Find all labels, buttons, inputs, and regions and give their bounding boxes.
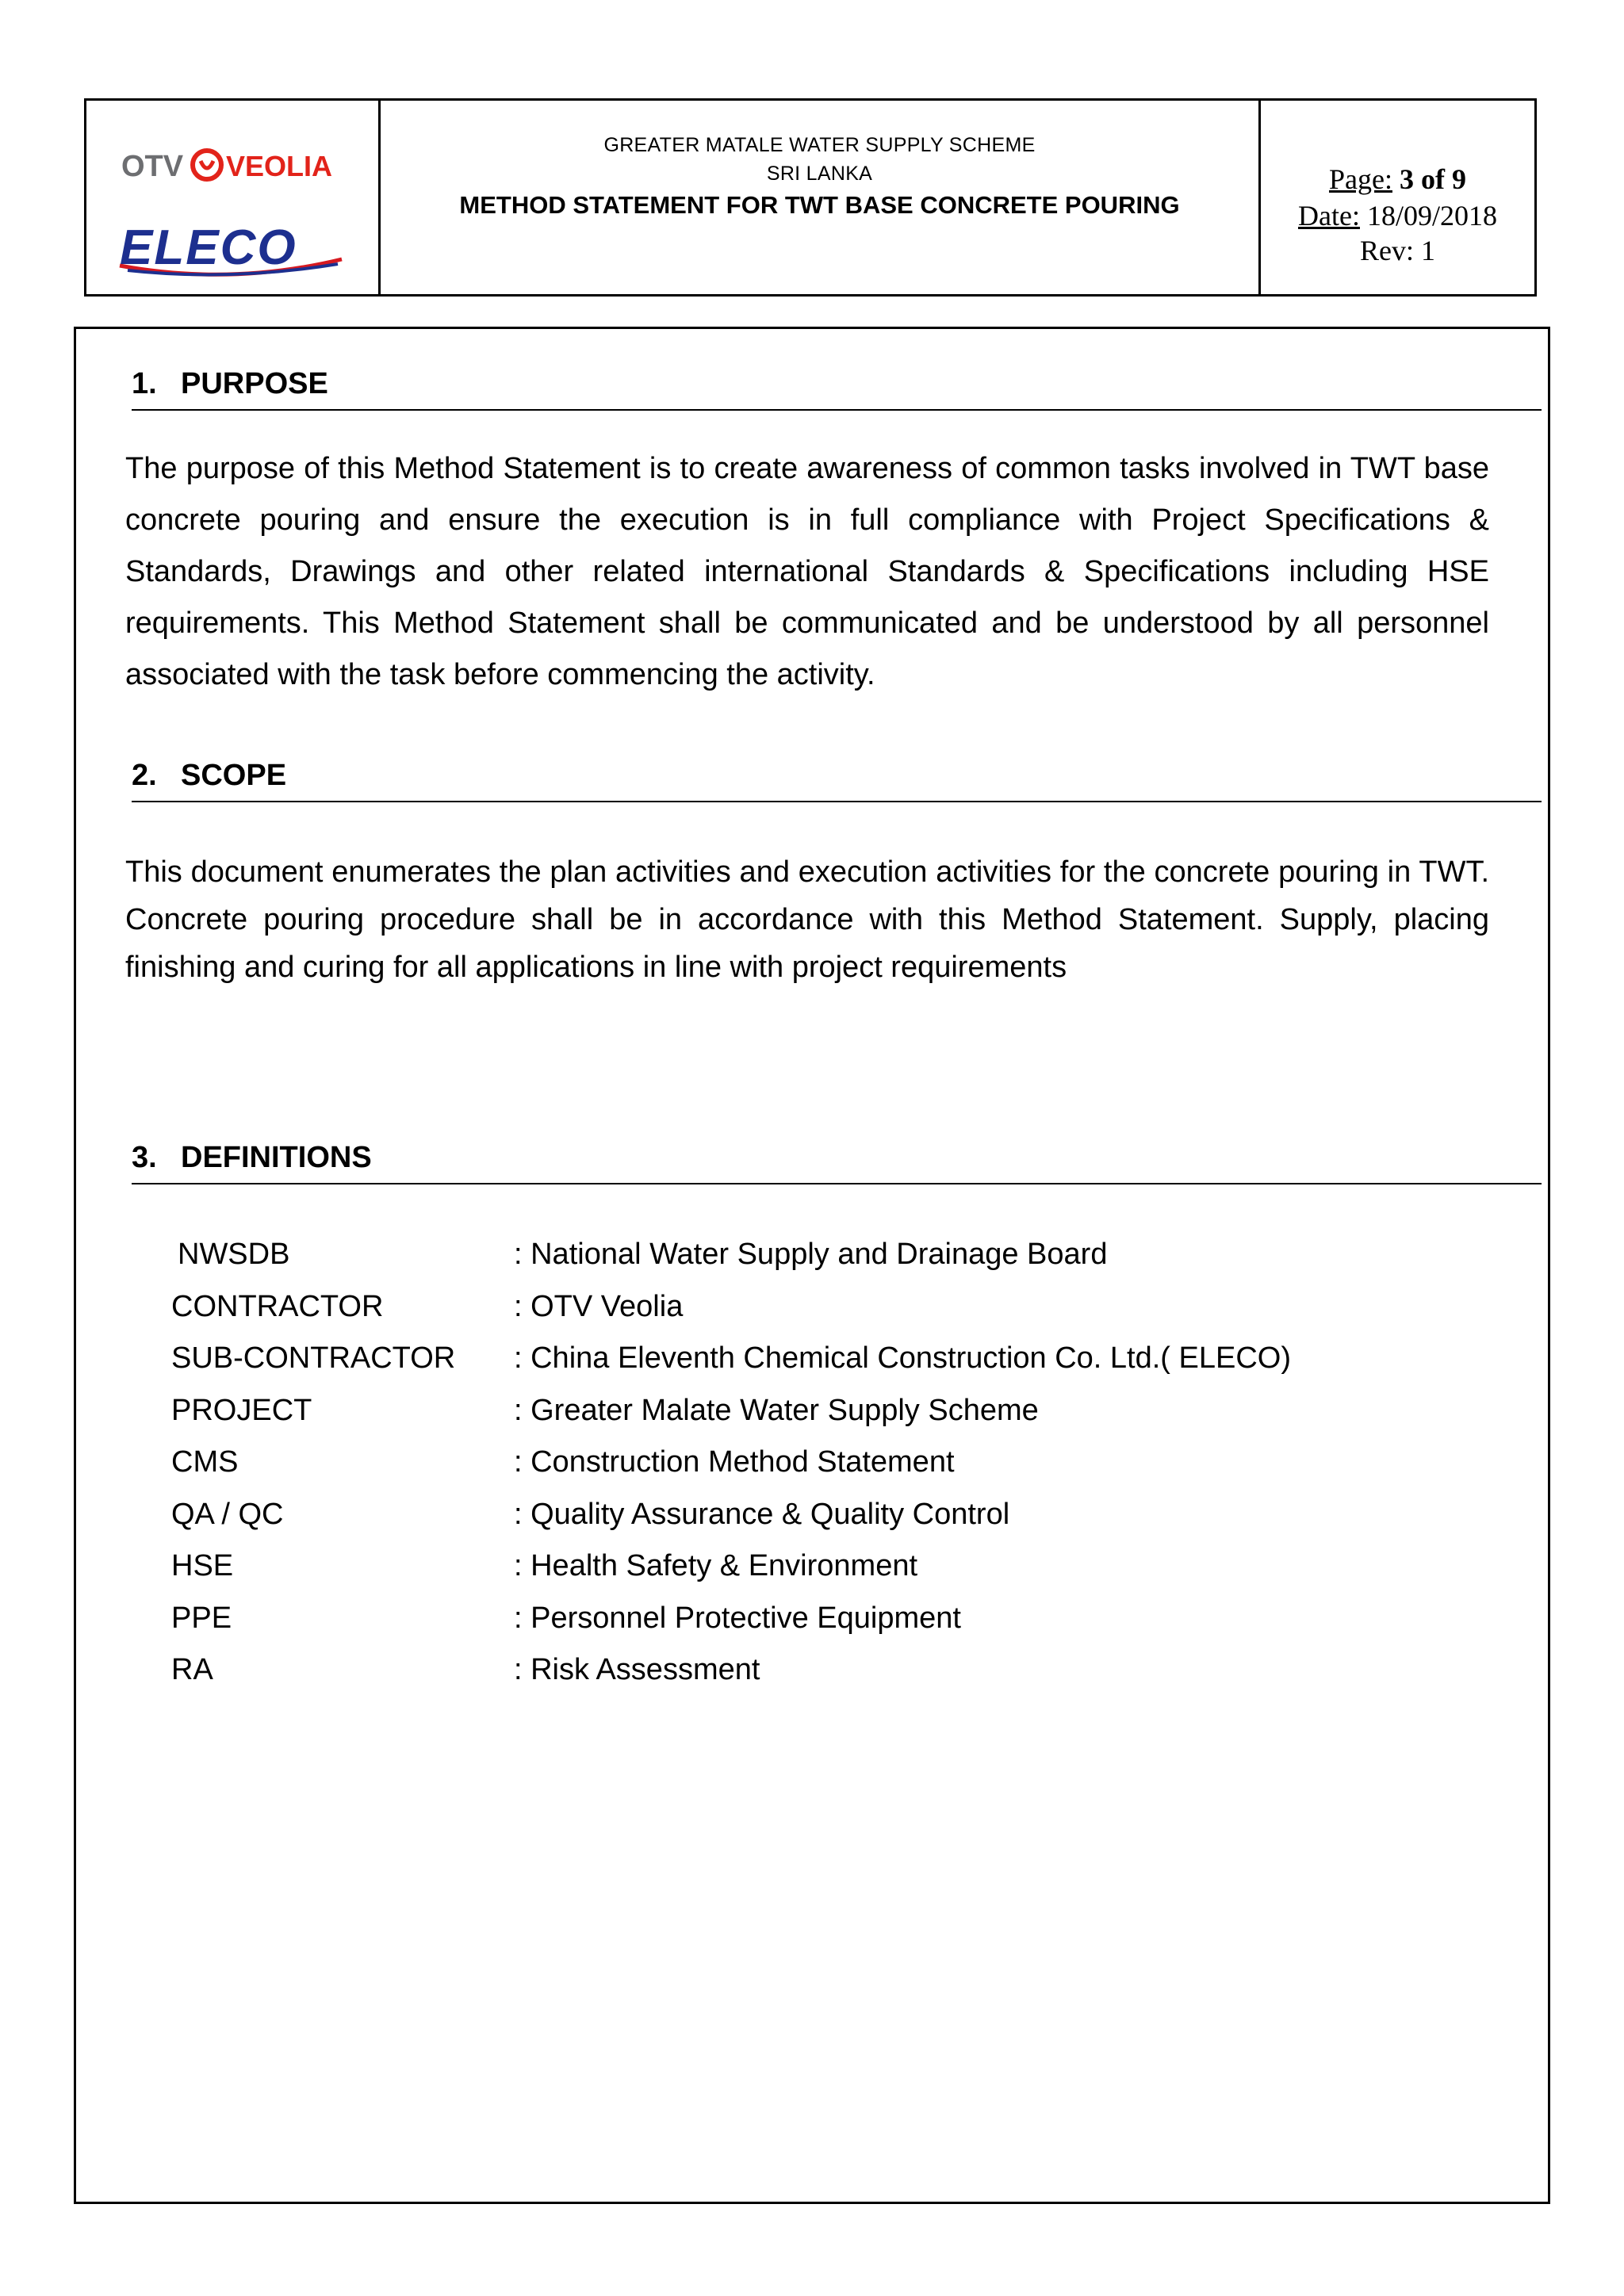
date-info [1261,199,1534,232]
date-label: Date: [1298,200,1360,232]
definition-term: HSE [171,1549,234,1583]
definition-meaning: : OTV Veolia [514,1289,684,1323]
document-info-cell [1261,101,1534,294]
page-label: Page: [1329,163,1392,195]
page-value: 3 of 9 [1399,163,1466,195]
definition-meaning: : Personnel Protective Equipment [514,1601,961,1635]
definition-row [171,1644,1291,1697]
definition-row [171,1593,1291,1645]
definition-term: RA [171,1653,213,1687]
definition-meaning: : Construction Method Statement [514,1445,955,1479]
definition-meaning: : Quality Assurance & Quality Control [514,1497,1010,1531]
section-number: 1. [132,367,157,400]
definition-term: CMS [171,1445,239,1479]
section-heading-definitions [132,1141,1542,1184]
definition-term: QA / QC [171,1497,284,1531]
logo-cell [86,101,381,294]
definition-term: PPE [171,1601,232,1635]
definition-row [171,1437,1291,1489]
definition-meaning: : China Eleventh Chemical Construction Co. Ltd.( ELECO) [514,1341,1291,1376]
section-number: 2. [132,759,157,792]
section-title: DEFINITIONS [181,1141,372,1174]
definition-meaning: : Risk Assessment [514,1653,760,1687]
section-number: 3. [132,1141,157,1174]
svg-text:OTV: OTV [121,150,184,183]
definition-term: NWSDB [178,1238,290,1272]
definition-meaning: : National Water Supply and Drainage Board [514,1238,1108,1272]
title-cell [381,101,1261,294]
svg-text:ELECO: ELECO [120,220,297,275]
definition-row [171,1385,1291,1437]
definition-row [171,1489,1291,1541]
definition-meaning: : Health Safety & Environment [514,1549,918,1583]
country: SRI LANKA [766,163,873,185]
scope-paragraph: This document enumerates the plan activities and execution activities for the concrete pouring in TWT. Concrete pouring procedure shall be in accordance with this Method Statement. Supply, placing finishing and curing for all applications in line with project requirements [125,855,1489,984]
section-title: PURPOSE [181,367,328,400]
definition-meaning: : Greater Malate Water Supply Scheme [514,1393,1039,1427]
revision: Rev: 1 [1360,235,1435,266]
definitions-list [171,1229,1291,1697]
definition-term: CONTRACTOR [171,1289,384,1323]
date-value: 18/09/2018 [1366,200,1497,232]
eleco-logo [112,220,350,283]
document-header [84,98,1537,297]
definition-term: SUB-CONTRACTOR [171,1341,456,1376]
definition-row [171,1333,1291,1385]
definition-row [171,1540,1291,1593]
definition-row [171,1229,1291,1281]
otv-veolia-logo [118,140,356,188]
page-info [1261,163,1534,196]
scheme-name: GREATER MATALE WATER SUPPLY SCHEME [603,134,1036,156]
document-title: METHOD STATEMENT FOR TWT BASE CONCRETE POURING [459,191,1180,219]
definition-row [171,1281,1291,1334]
purpose-paragraph: The purpose of this Method Statement is to create awareness of common tasks involved in TWT base concrete pouring and ensure the execution is in full compliance with Project Specifications & Standards, Drawings and other related international Standards & Specifications including HSE requirements. This Method Statement shall be communicated and be understood by all personnel associated with the task before commencing the activity. [125,452,1489,691]
svg-text:VEOLIA: VEOLIA [226,150,333,182]
section-title: SCOPE [181,759,287,792]
document-body [74,327,1550,2204]
section-heading-purpose [132,367,1542,411]
definition-term: PROJECT [171,1393,312,1427]
section-heading-scope [132,759,1542,802]
